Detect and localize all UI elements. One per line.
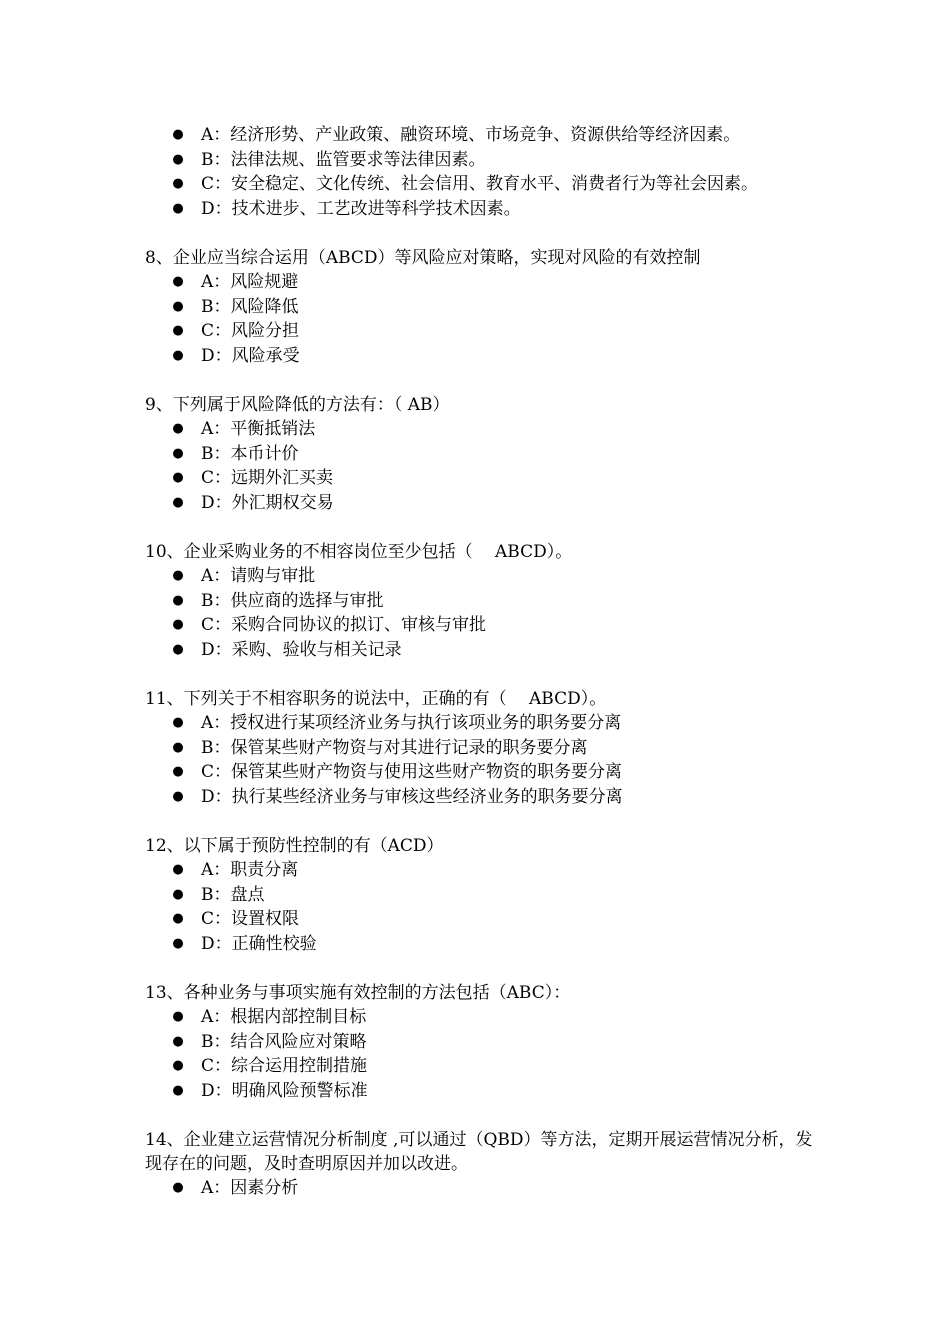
option-item xyxy=(145,589,825,614)
bullet-icon: ● xyxy=(172,1180,184,1195)
option-item xyxy=(145,785,825,810)
option-text: D：技术进步、工艺改进等科学技术因素。 xyxy=(201,198,521,219)
option-list xyxy=(145,858,825,956)
bullet-icon: ● xyxy=(172,470,184,486)
option-list xyxy=(145,123,825,221)
option-text: D：采购、验收与相关记录 xyxy=(201,639,402,660)
option-text: A：经济形势、产业政策、融资环境、市场竞争、资源供给等经济因素。 xyxy=(201,125,741,145)
option-text: B：本币计价 xyxy=(201,443,299,464)
question-text: 9、下列属于风险降低的方法有：（ AB） xyxy=(145,395,450,415)
option-text: B：风险降低 xyxy=(201,296,299,317)
option-text: C：安全稳定、文化传统、社会信用、教育水平、消费者行为等社会因素。 xyxy=(201,174,759,195)
option-item xyxy=(145,736,825,761)
option-item xyxy=(145,858,825,883)
bullet-icon: ● xyxy=(172,715,184,730)
option-text: B：盘点 xyxy=(201,884,265,905)
bullet-icon: ● xyxy=(172,1058,184,1074)
option-text: C：风险分担 xyxy=(201,321,300,342)
bullet-icon: ● xyxy=(172,911,184,927)
option-list xyxy=(145,711,825,809)
bullet-icon: ● xyxy=(172,641,184,657)
bullet-icon: ● xyxy=(172,323,184,339)
question-block-11 xyxy=(145,687,825,809)
option-text: B：保管某些财产物资与对其进行记录的职务要分离 xyxy=(201,737,588,758)
option-text: C：设置权限 xyxy=(201,909,300,930)
option-text: B：供应商的选择与审批 xyxy=(201,590,384,611)
bullet-icon: ● xyxy=(172,862,184,877)
option-item xyxy=(145,1030,825,1055)
question-text: 10、企业采购业务的不相容岗位至少包括（ ABCD）。 xyxy=(145,542,573,562)
bullet-icon: ● xyxy=(172,1009,184,1024)
option-item xyxy=(145,907,825,932)
option-text: A：授权进行某项经济业务与执行该项业务的职务要分离 xyxy=(201,713,622,733)
bullet-icon: ● xyxy=(172,421,184,436)
bullet-icon: ● xyxy=(172,494,184,510)
option-item xyxy=(145,123,825,148)
option-item xyxy=(145,417,825,442)
option-item xyxy=(145,442,825,467)
option-list xyxy=(145,1005,825,1103)
bullet-icon: ● xyxy=(172,764,184,780)
option-text: C：综合运用控制措施 xyxy=(201,1056,368,1077)
option-item xyxy=(145,932,825,957)
option-text: B：结合风险应对策略 xyxy=(201,1031,367,1052)
option-item xyxy=(145,295,825,320)
option-text: A：风险规避 xyxy=(201,272,299,292)
bullet-icon: ● xyxy=(172,935,184,951)
question-block-12 xyxy=(145,834,825,956)
option-text: D：风险承受 xyxy=(201,345,300,366)
option-text: C：采购合同协议的拟订、审核与审批 xyxy=(201,615,487,636)
bullet-icon: ● xyxy=(172,1082,184,1098)
option-text: D：明确风险预警标准 xyxy=(201,1080,368,1101)
option-text: A：因素分析 xyxy=(201,1178,299,1198)
question-block-9 xyxy=(145,393,825,515)
bullet-icon: ● xyxy=(172,739,184,755)
bullet-icon: ● xyxy=(172,445,184,461)
option-item xyxy=(145,638,825,663)
bullet-icon: ● xyxy=(172,886,184,902)
question-text: 13、各种业务与事项实施有效控制的方法包括（ABC）： xyxy=(145,983,571,1003)
bullet-icon: ● xyxy=(172,127,184,142)
option-item xyxy=(145,1079,825,1104)
option-item xyxy=(145,319,825,344)
option-item xyxy=(145,197,825,222)
option-item xyxy=(145,1176,820,1201)
option-list xyxy=(145,417,825,515)
option-item xyxy=(145,148,825,173)
option-text: A：根据内部控制目标 xyxy=(201,1007,367,1027)
question-text: 8、企业应当综合运用（ABCD）等风险应对策略，实现对风险的有效控制 xyxy=(145,248,701,268)
question-block-8 xyxy=(145,246,825,368)
option-item xyxy=(145,172,825,197)
option-text: D：执行某些经济业务与审核这些经济业务的职务要分离 xyxy=(201,786,623,807)
option-text: C：远期外汇买卖 xyxy=(201,468,334,489)
option-item xyxy=(145,491,825,516)
bullet-icon: ● xyxy=(172,176,184,192)
option-item xyxy=(145,1005,825,1030)
bullet-icon: ● xyxy=(172,568,184,583)
bullet-icon: ● xyxy=(172,274,184,289)
option-item xyxy=(145,344,825,369)
option-text: A：职责分离 xyxy=(201,860,299,880)
option-text: D：正确性校验 xyxy=(201,933,317,954)
option-item xyxy=(145,613,825,638)
option-item xyxy=(145,883,825,908)
option-item xyxy=(145,466,825,491)
option-item xyxy=(145,564,825,589)
bullet-icon: ● xyxy=(172,298,184,314)
question-block-14 xyxy=(145,1128,820,1201)
option-item xyxy=(145,270,825,295)
option-text: A：请购与审批 xyxy=(201,566,316,586)
option-list xyxy=(145,270,825,368)
bullet-icon: ● xyxy=(172,347,184,363)
bullet-icon: ● xyxy=(172,1033,184,1049)
bullet-icon: ● xyxy=(172,151,184,167)
question-text: 14、企业建立运营情况分析制度 ,可以通过（QBD）等方法，定期开展运营情况分析，发现存在的问题，及时查明原因并加以改进。 xyxy=(145,1130,813,1174)
question-block-7-continued xyxy=(145,123,825,221)
option-item xyxy=(145,711,825,736)
option-item xyxy=(145,760,825,785)
question-text: 12、以下属于预防性控制的有（ACD） xyxy=(145,836,444,856)
option-text: D：外汇期权交易 xyxy=(201,492,334,513)
bullet-icon: ● xyxy=(172,617,184,633)
bullet-icon: ● xyxy=(172,200,184,216)
question-block-10 xyxy=(145,540,825,662)
option-text: A：平衡抵销法 xyxy=(201,419,316,439)
question-text: 11、下列关于不相容职务的说法中，正确的有（ ABCD）。 xyxy=(145,689,607,709)
option-text: C：保管某些财产物资与使用这些财产物资的职务要分离 xyxy=(201,762,623,783)
option-list xyxy=(145,1176,820,1201)
question-block-13 xyxy=(145,981,825,1103)
option-text: B：法律法规、监管要求等法律因素。 xyxy=(201,149,486,170)
bullet-icon: ● xyxy=(172,592,184,608)
option-list xyxy=(145,564,825,662)
bullet-icon: ● xyxy=(172,788,184,804)
option-item xyxy=(145,1054,825,1079)
